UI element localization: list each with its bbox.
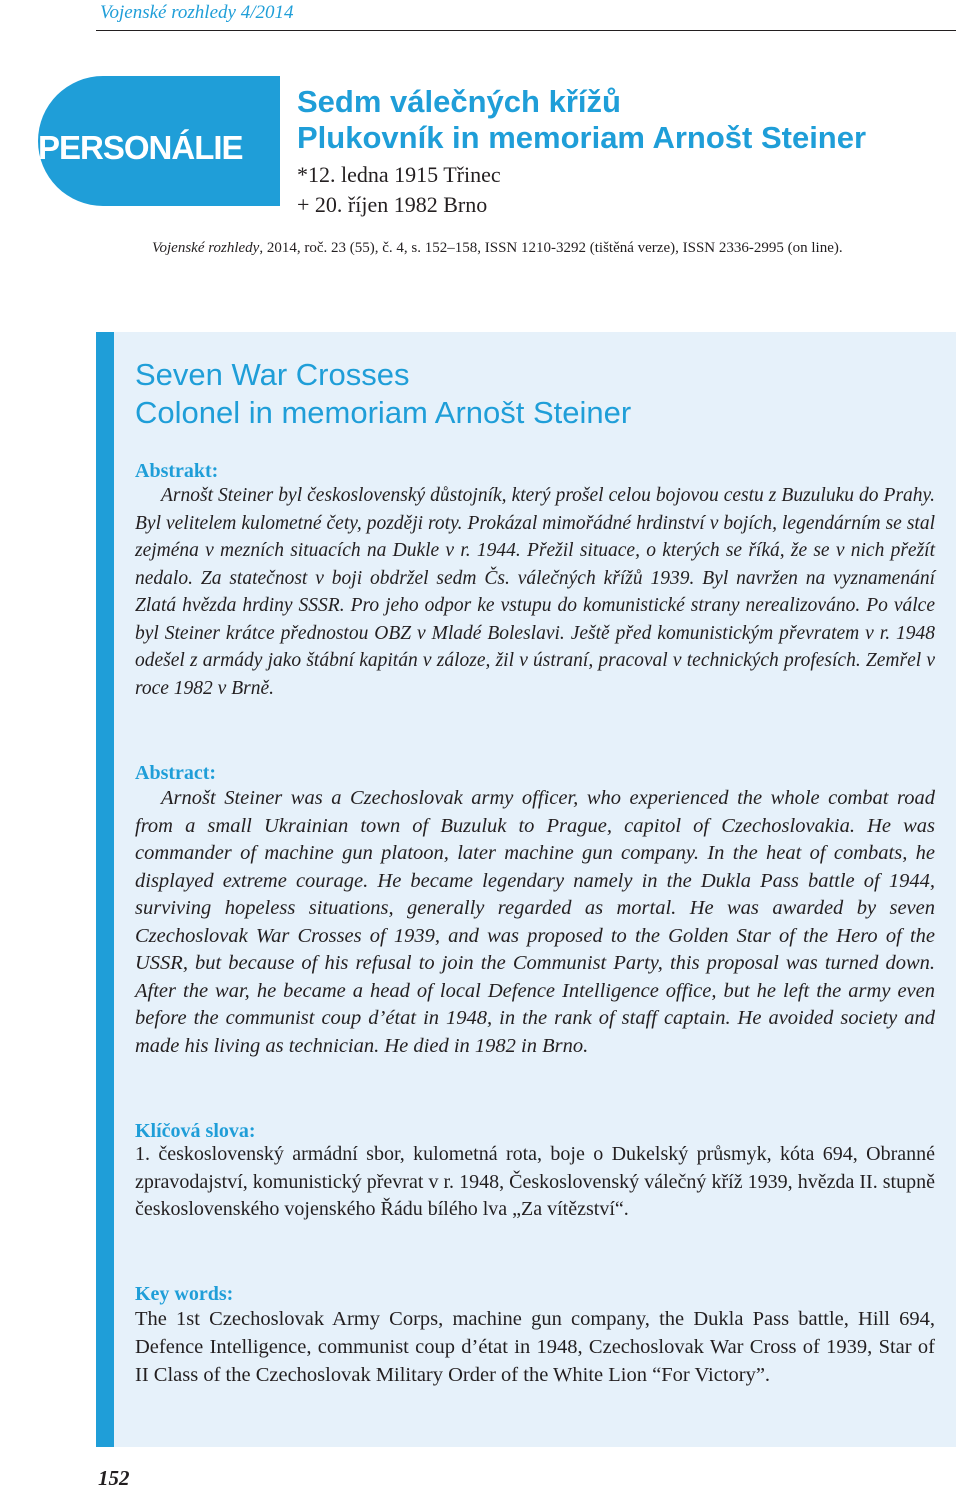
running-header: Vojenské rozhledy 4/2014 (100, 2, 294, 23)
klicova-slova-text: 1. československý armádní sbor, kulometná rota, boje o Dukelský průsmyk, kóta 694, Obranné zpravodajství, komunistický převrat v r. 1948, Československý válečný kříž 1939, hvězda II. stupně československého vojenského Řádu bílého lva „Za vítězství“. (135, 1143, 935, 1220)
citation-journal: Vojenské rozhledy (152, 240, 260, 256)
english-title: Seven War Crosses (135, 357, 410, 392)
abstract-accent-bar (96, 332, 114, 1447)
birth-date: *12. ledna 1915 Třinec (297, 162, 501, 187)
header-rule (96, 30, 956, 31)
article-title-cz: Sedm válečných křížů (297, 84, 621, 119)
death-date: + 20. říjen 1982 Brno (297, 192, 488, 217)
citation-details: , 2014, roč. 23 (55), č. 4, s. 152–158, ISSN 1210-3292 (tištěná verze), ISSN 2336-2995 (on line). (259, 240, 843, 256)
keywords-heading: Key words: (135, 1283, 234, 1305)
abstract-heading: Abstract: (135, 762, 217, 784)
abstrakt-text: Arnošt Steiner byl československý důstojník, který prošel celou bojovou cestu z Buzuluku do Prahy. Byl velitelem kulometné čety, později roty. Prokázal mimořádné hrdinství v bojích, legendárním se stal zejména v mezních situacích na Dukle v r. 1944. Přežil situace, o kterých se říká, že se v nich přežít nedalo. Za statečnost v boji obdržel sedm Čs. válečných křížů 1939. Byl navržen na vyznamenání Zlatá hvězda hrdiny SSSR. Pro jeho odpor ke vstupu do komunistické strany nerealizováno. Po válce byl Steiner krátce přednostou OBZ v Mladé Boleslavi. Ještě před komunistickým převratem v r. 1948 odešel z armády jako štábní kapitán v záloze, žil v ústraní, pracoval v technických profesích. Zemřel v roce 1982 v Brně. (135, 485, 935, 699)
keywords-text: The 1st Czechoslovak Army Corps, machine gun company, the Dukla Pass battle, Hill 694, Defence Intelligence, communist coup d’état in 1948, Czechoslovak War Cross of 1939, Star of II Class of the Czechoslovak Military Order of the White Lion “For Victory”. (135, 1308, 935, 1386)
section-label: PERSONÁLIE (38, 129, 243, 166)
life-dates (297, 160, 866, 220)
citation (152, 240, 843, 257)
english-subtitle: Colonel in memoriam Arnošt Steiner (135, 395, 632, 430)
abstrakt-heading: Abstrakt: (135, 460, 219, 482)
abstract-text: Arnošt Steiner was a Czechoslovak army officer, who experienced the whole combat road from a small Ukrainian town of Buzuluk to Prague, capitol of Czechoslovakia. He was commander of machine gun platoon, later machine gun company. In the heat of combats, he displayed extreme courage. He became legendary namely in the Dukla Pass battle of 1944, surviving hopeless situations, generally regarded as mortal. He was awarded by seven Czechoslovak War Crosses of 1939, and was proposed to the Golden Star of the Hero of the USSR, but because of his refusal to join the Communist Party, this proposal was turned down. After the war, he became a head of local Defence Intelligence office, but he left the army even before the communist coup d’état in 1948, in the rank of staff captain. He avoided society and made his living as technician. He died in 1982 in Brno. (135, 787, 935, 1057)
article-subtitle-cz: Plukovník in memoriam Arnošt Steiner (297, 120, 867, 155)
klicova-slova-heading: Klíčová slova: (135, 1120, 256, 1142)
article-title-block (297, 84, 866, 220)
page-number: 152 (98, 1466, 130, 1490)
english-title-block (135, 356, 631, 432)
